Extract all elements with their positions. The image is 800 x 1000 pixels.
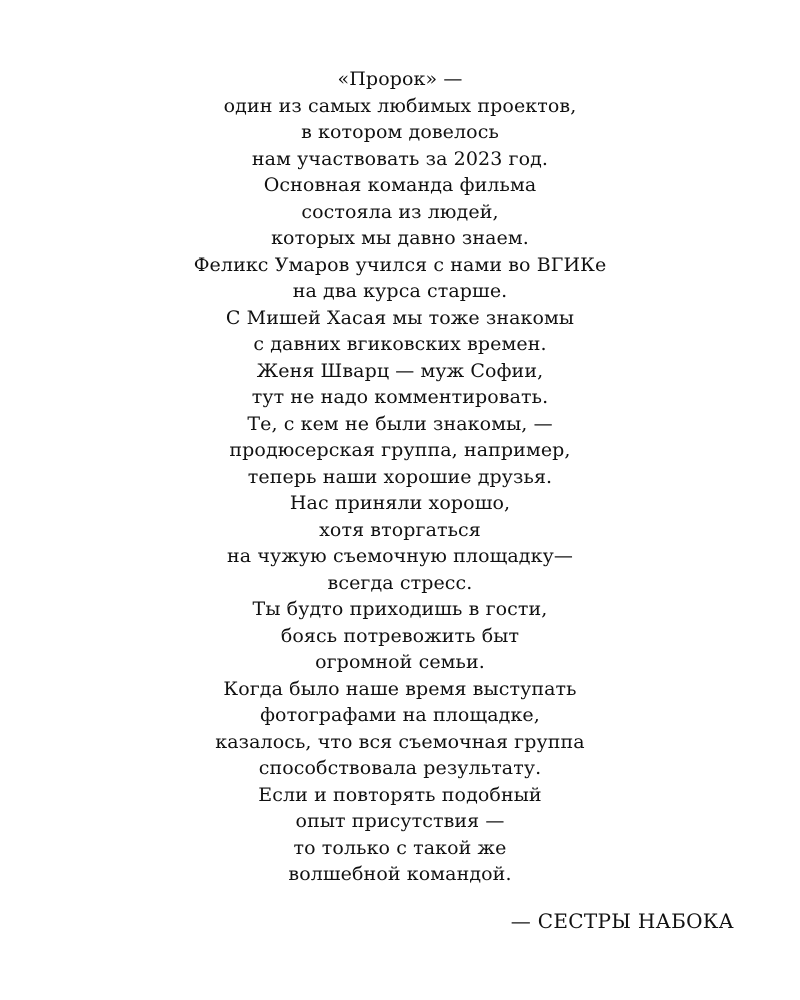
poem-line: тут не надо комментировать. (251, 386, 549, 408)
poem-line: волшебной командой. (288, 863, 512, 885)
poem-line: опыт присутствия — (295, 810, 505, 832)
poem-line: которых мы давно знаем. (271, 227, 529, 249)
poem-line: «Пророк» — (337, 68, 463, 90)
poem-line: на чужую съемочную площадку— (227, 545, 573, 567)
poem-line: всегда стресс. (327, 571, 473, 594)
poem-text (0, 66, 800, 888)
poem-line: в котором довелось (301, 121, 499, 143)
poem-line: огромной семьи. (315, 651, 485, 673)
poem-line: фотографами на площадке, (260, 704, 540, 726)
poem-line: Женя Шварц — муж Софии, (256, 359, 544, 382)
poem-line: С Мишей Хасая мы тоже знакомы (225, 306, 575, 329)
poem-line: хотя вторгаться (319, 518, 481, 541)
poem-line: то только с такой же (293, 836, 507, 859)
poem-line: с давних вгиковских времен. (253, 333, 547, 355)
poem-line: Если и повторять подобный (258, 783, 542, 806)
poem-line: Основная команда фильма (263, 174, 537, 196)
poem-line: продюсерская группа, например, (229, 439, 571, 461)
poem-line: казалось, что вся съемочная группа (215, 730, 585, 753)
poem-line: Феликс Умаров учился с нами во ВГИКе (193, 253, 607, 276)
poem-line: на два курса старше. (292, 280, 508, 302)
poem-line: Нас приняли хорошо, (289, 492, 511, 514)
poem-line: Те, с кем не были знакомы, — (247, 412, 553, 435)
author-signature: — СЕСТРЫ НАБОКА (510, 909, 734, 933)
poem-line: теперь наши хорошие друзья. (247, 465, 553, 488)
poem-line: нам участвовать за 2023 год. (251, 147, 549, 170)
poem-line: один из самых любимых проектов, (223, 94, 577, 117)
poem-line: боясь потревожить быт (280, 624, 520, 647)
poem-line: состояла из людей, (301, 200, 499, 223)
poem-line: Ты будто приходишь в гости, (252, 598, 548, 620)
poem-line: способствовала результату. (258, 757, 542, 779)
poem-line: Когда было наше время выступать (223, 677, 577, 700)
